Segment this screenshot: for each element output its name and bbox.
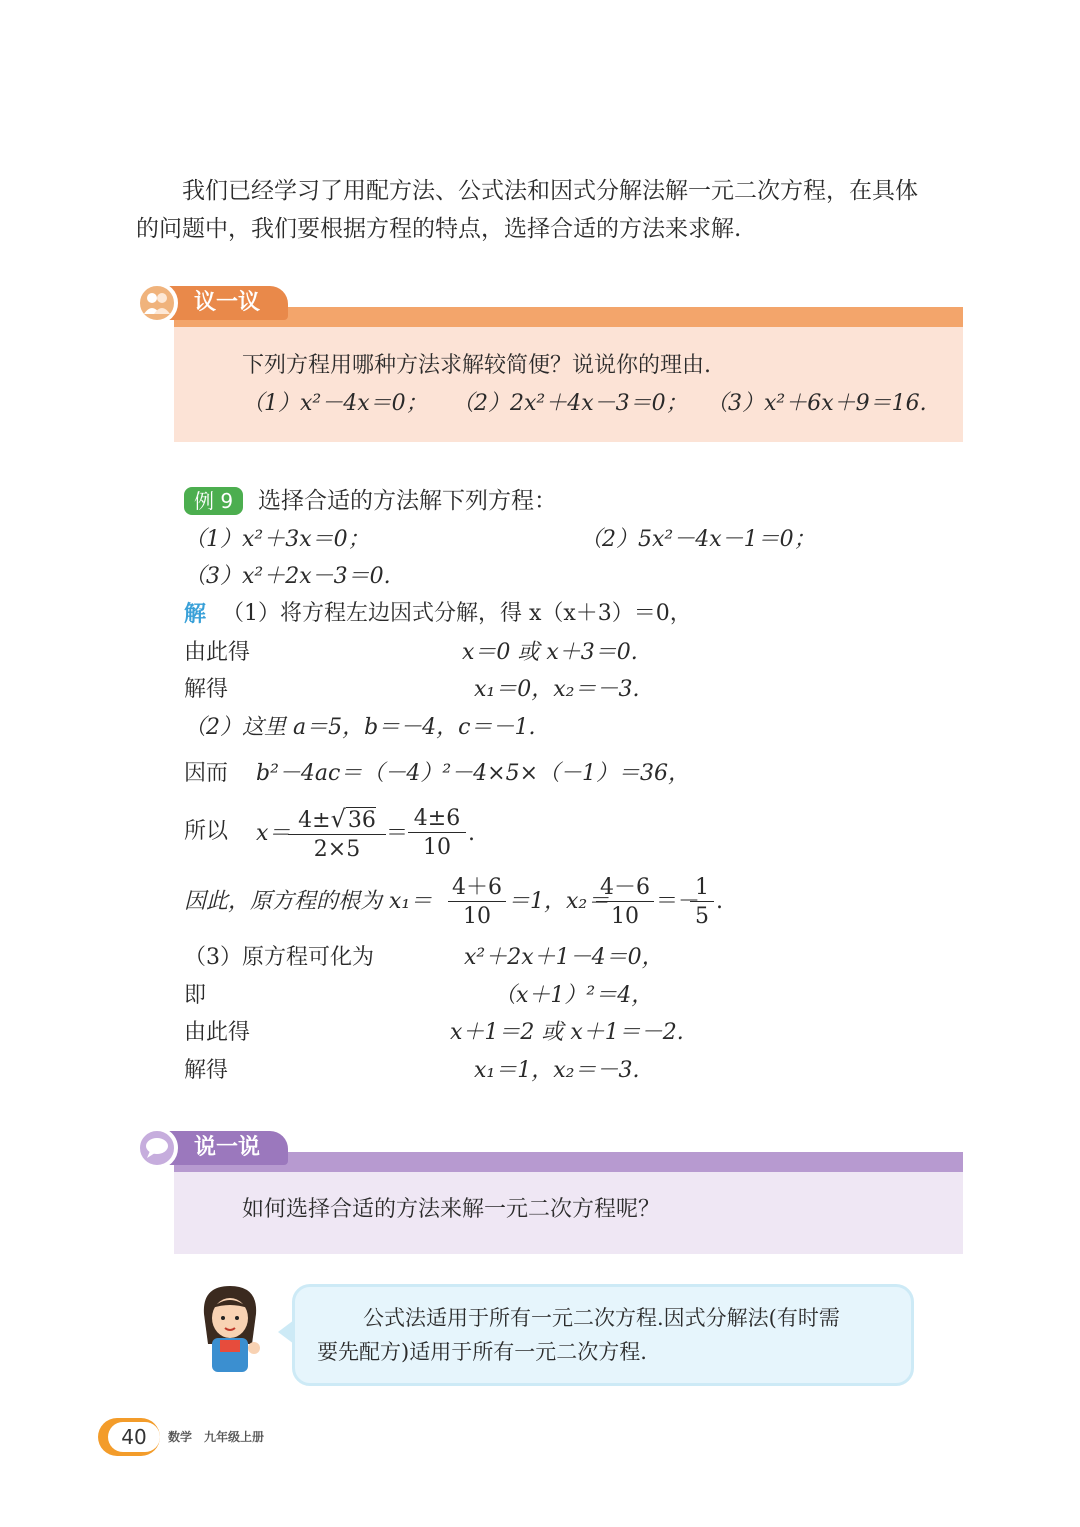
discuss-item-1: （1）x²－4x＝0； xyxy=(242,391,428,416)
talk-title: 说一说 xyxy=(194,1135,261,1160)
discuss-prompt: 下列方程用哪种方法求解较简便？说说你的理由. xyxy=(242,353,711,378)
solution-3-eq-2: （x＋1）²＝4， xyxy=(494,983,654,1008)
solution-1-thus: 由此得 xyxy=(184,640,251,665)
example-eq-3: （3）x²＋2x－3＝0. xyxy=(184,564,391,589)
solution-1-line: （1）将方程左边因式分解，得 x（x＋3）＝0， xyxy=(222,601,692,626)
solution-2-so: 所以 xyxy=(184,819,229,844)
page-number: 40 xyxy=(108,1422,160,1452)
talk-header-band xyxy=(174,1152,963,1172)
fraction-1-numerator-sqrt: 36 xyxy=(347,808,376,833)
intro-line-2: 的问题中，我们要根据方程的特点，选择合适的方法来求解. xyxy=(136,216,742,242)
solution-2-root-2-simplified xyxy=(690,875,714,930)
solution-3-thus: 由此得 xyxy=(184,1020,251,1045)
talk-speech-icon xyxy=(136,1127,178,1169)
example-badge: 例 9 xyxy=(184,487,243,515)
solution-2-fraction-1: $\frac{4\pm√36}{2\times 5}$ xyxy=(288,806,386,863)
root-1-numerator: 4＋6 xyxy=(452,875,502,900)
student-girl-illustration xyxy=(190,1284,270,1374)
solution-2-root-1-value: ＝1，x₂＝ xyxy=(508,889,610,914)
solution-3-line: （3）原方程可化为 xyxy=(184,945,374,970)
discuss-item-3: （3）x²＋6x＋9＝16. xyxy=(706,391,927,416)
solution-2-because: 因而 xyxy=(184,761,229,786)
solution-1-solve-eq: x₁＝0，x₂＝－3. xyxy=(474,677,640,702)
talk-prompt: 如何选择合适的方法来解一元二次方程呢？ xyxy=(242,1197,661,1222)
fraction-1-denominator: 2×5 xyxy=(288,834,386,863)
root-2-simplified-numerator: 1 xyxy=(695,875,709,900)
solution-3-eq-4: x₁＝1，x₂＝－3. xyxy=(474,1058,640,1083)
solution-2-root-2-fraction xyxy=(596,875,654,930)
solution-3-solve: 解得 xyxy=(184,1058,229,1083)
solution-3-eq-3: x＋1＝2 或 x＋1＝－2. xyxy=(450,1020,684,1045)
discuss-title: 议一议 xyxy=(194,290,261,315)
root-2-numerator: 4－6 xyxy=(600,875,650,900)
solution-2-line: （2）这里 a＝5，b＝－4，c＝－1. xyxy=(184,715,536,740)
solution-2-equals: ＝ xyxy=(386,821,409,846)
discuss-header-band xyxy=(174,307,963,327)
book-title: 数学 九年级上册 xyxy=(168,1430,265,1444)
example-eq-1: （1）x²＋3x＝0； xyxy=(184,527,370,552)
root-2-simplified-denominator: 5 xyxy=(690,901,714,930)
bubble-line-2: 要先配方)适用于所有一元二次方程. xyxy=(317,1340,647,1364)
solution-label: 解 xyxy=(184,601,207,627)
root-2-denominator: 10 xyxy=(596,901,654,930)
intro-paragraph xyxy=(136,172,966,248)
solution-1-solve: 解得 xyxy=(184,677,229,702)
fraction-2-denominator: 10 xyxy=(408,832,466,861)
fraction-2-numerator: 4±6 xyxy=(413,806,461,831)
solution-2-root-2-eq: ＝－ xyxy=(656,889,701,914)
solution-2-x: x＝ xyxy=(256,821,291,846)
solution-3-ie: 即 xyxy=(184,983,207,1008)
example-eq-2: （2）5x²－4x－1＝0； xyxy=(580,527,816,552)
discuss-people-icon xyxy=(136,282,178,324)
discuss-item-2: （2）2x²＋4x－3＝0； xyxy=(452,391,688,416)
example-title: 选择合适的方法解下列方程： xyxy=(258,488,557,514)
solution-1-thus-eq: x＝0 或 x＋3＝0. xyxy=(462,640,638,665)
speech-bubble xyxy=(292,1284,914,1386)
fraction-1-numerator-a: 4± xyxy=(298,808,331,833)
solution-2-fraction-2 xyxy=(408,806,466,861)
solution-2-dot: . xyxy=(468,821,475,846)
solution-2-roots-label: 因此，原方程的根为 x₁＝ xyxy=(184,889,433,914)
root-1-denominator: 10 xyxy=(448,901,506,930)
intro-line-1: 我们已经学习了用配方法、公式法和因式分解法解一元二次方程，在具体 xyxy=(182,178,918,204)
bubble-line-1: 公式法适用于所有一元二次方程.因式分解法(有时需 xyxy=(363,1306,840,1330)
solution-3-eq-1: x²＋2x＋1－4＝0， xyxy=(464,945,664,970)
solution-2-end: . xyxy=(716,889,723,914)
discuss-box xyxy=(174,327,963,442)
solution-2-discriminant: b²－4ac＝（－4）²－4×5×（－1）＝36， xyxy=(256,761,691,786)
solution-2-root-1-fraction xyxy=(448,875,506,930)
